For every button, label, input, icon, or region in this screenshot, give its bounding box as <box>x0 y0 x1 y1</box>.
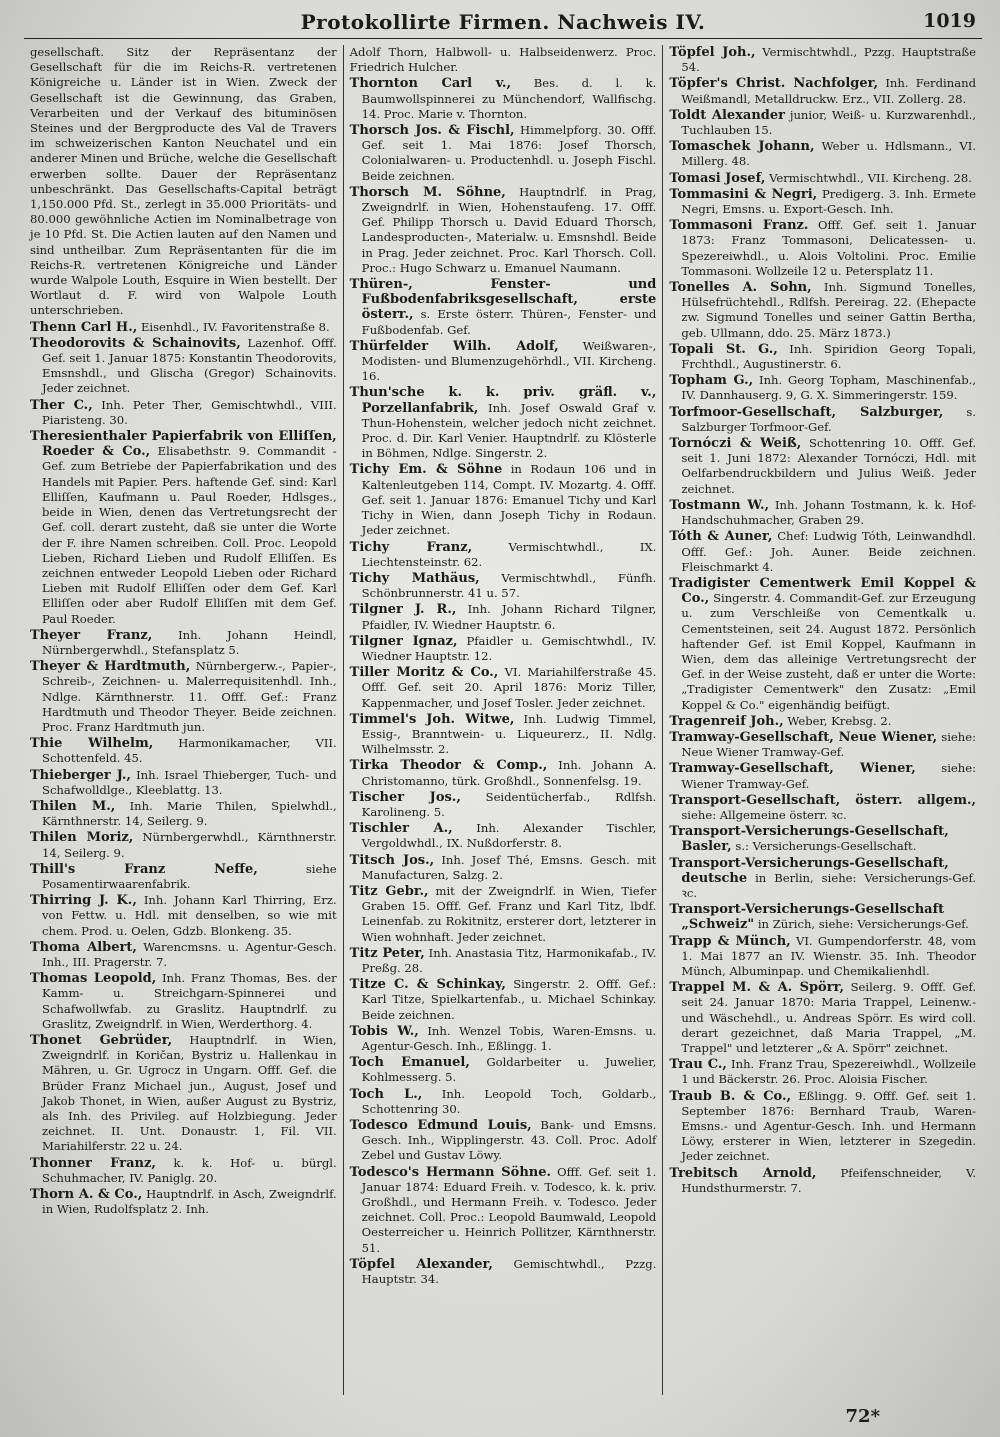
firm-details: in Berlin, siehe: Versicherungs-Gef. ꝛc. <box>681 870 977 900</box>
directory-entry <box>350 821 657 851</box>
firm-name: Transport-Versicherungs-Gesellschaft, deutsche <box>669 855 949 886</box>
firm-name: Tischer Jos., <box>349 789 461 805</box>
firm-details: Chef: Ludwig Tóth, Leinwandhdl. Offf. Gef.: Joh. Auner. Beide zeichnen. Fleischmarkt 4. <box>681 529 977 574</box>
firm-name: Tiller Moritz & Co., <box>349 665 499 681</box>
firm-details: Inh. Franz Thomas, Bes. der Kamm- u. Streichgarn-Spinnerei und Schafwollwfab. zu Graslitz. Hauptndrlf. zu Graslitz, Zweigndrlf. in Wien, Werderthorg. 4. <box>42 971 337 1031</box>
firm-name: Thorsch M. Söhne, <box>349 184 506 200</box>
firm-name: Thill's Franz Neffe, <box>30 861 258 877</box>
firm-details: Hauptndrlf. in Prag, Zweigndrlf. in Wien, Hohenstaufeng. 17. Offf. Gef. Philipp Thorsch u. David Eduard Thorsch, Landesproducten-, Materialw. u. Emsnshdl. Beide in Prag. Jeder zeichnet. Proc. Karl Thorsch. Coll. Proc.: Hugo Schwarz u. Emanuel Naumann. <box>361 184 657 275</box>
firm-details: Seidentücherfab., Rdlfsh. Karolineng. 5. <box>361 789 657 819</box>
firm-details: Inh. Georg Topham, Maschinenfab., IV. Dannhauserg. 9, G. X. Simmeringerstr. 159. <box>681 373 977 403</box>
firm-name: Tóth & Auner, <box>669 529 773 545</box>
firm-name: Theyer Franz, <box>30 627 153 643</box>
directory-entry <box>350 946 657 976</box>
firm-name: Tichy Franz, <box>349 539 473 555</box>
column-1 <box>24 45 343 1395</box>
firm-details: Inh. Peter Ther, Gemischtwhdl., VIII. Piaristeng. 30. <box>42 397 337 427</box>
firm-details: Inh. Johann Richard Tilgner, Pfaidler, IV. Wiedner Hauptstr. 6. <box>361 602 657 632</box>
firm-details: s.: Versicherungs-Gesellschaft. <box>735 839 917 854</box>
firm-name: Tradigister Cementwerk Emil Koppel & Co., <box>669 575 977 607</box>
firm-details: Vermischtwhdl., IX. Liechtensteinstr. 62. <box>361 539 657 569</box>
firm-details: Himmelpforg. 30. Offf. Gef. seit 1. Mai 1876: Josef Thorsch, Colonialwaren- u. Productenhdl. u. Joseph Fischl. Beide zeichnen. <box>361 123 657 183</box>
firm-details: Inh. Wenzel Tobis, Waren-Emsns. u. Agentur-Gesch. Inh., Eßlingg. 1. <box>361 1023 657 1053</box>
firm-name: Thun'sche k. k. priv. gräfl. v., Porzellanfabrik, <box>349 385 657 416</box>
directory-entry <box>669 45 976 75</box>
firm-details: Vermischtwhdl., Pzzg. Hauptstraße 54. <box>681 45 977 75</box>
firm-name: Trappel M. & A. Spörr, <box>669 980 845 996</box>
firm-details: Inh. Josef Thé, Emsns. Gesch. mit Manufacturen, Salzg. 2. <box>361 852 657 882</box>
firm-details: Singerstr. 2. Offf. Gef.: Karl Titze, Spielkartenfab., u. Michael Schinkay. Beide zeichnen. <box>361 977 657 1022</box>
directory-entry <box>30 320 337 335</box>
firm-details: mit der Zweigndrlf. in Wien, Tiefer Graben 15. Offf. Gef. Franz und Karl Titz, lbdf. Leinenfab. zu Rokitnitz, ersterer dort, letzterer in Wien wohnhaft. Jeder zeichnet. <box>361 883 657 944</box>
firm-name: Thomas Leopold, <box>30 971 157 987</box>
firm-name: Theyer & Hardtmuth, <box>30 659 191 675</box>
firm-name: Tilgner J. R., <box>349 602 457 618</box>
firm-details: Goldarbeiter u. Juwelier, Kohlmesserg. 5. <box>361 1055 657 1085</box>
directory-entry <box>350 1087 657 1117</box>
firm-details: Inh. Spiridion Georg Topali, Frchthdl., Augustinerstr. 6. <box>681 341 977 372</box>
directory-entry <box>669 498 976 528</box>
firm-details: Predigerg. 3. Inh. Ermete Negri, Emsns. u. Export-Gesch. Inh. <box>681 186 977 217</box>
firm-details: Gemischtwhdl., Pzzg. Hauptstr. 34. <box>361 1256 657 1287</box>
firm-name: Tramway-Gesellschaft, Neue Wiener, <box>669 729 938 745</box>
firm-details: Hauptndrlf. in Wien, Zweigndrlf. in Koričan, Bystriz u. Hallenkau in Mähren, u. Gr. Ugrocz in Ungarn. Offf. Gef. die Brüder Franz Michael jun., August, Josef und Jakob Thonet, in Wien, außer August zu Bystriz, als Inh. des Privileg. auf Holzbiegung. Jeder zeichnet. II. Unt. Donaustr. 1, Fil. VII. Mariahilferstr. 22 u. 24. <box>42 1033 337 1154</box>
firm-name: Toch Emanuel, <box>349 1055 470 1071</box>
directory-entry <box>350 540 657 570</box>
directory-entry <box>350 571 657 601</box>
directory-entry <box>350 1055 657 1085</box>
firm-name: Titz Gebr., <box>349 883 429 899</box>
firm-name: Tostmann W., <box>669 497 770 513</box>
directory-entry <box>350 1257 657 1287</box>
firm-details: Pfeifenschneider, V. Hundsthurmerstr. 7. <box>681 1165 977 1195</box>
continuation-text: Adolf Thorn, Halbwoll- u. Halbseidenwerz. Proc. Friedrich Hulcher. <box>349 45 657 75</box>
firm-details: Inh. Johann A. Christomanno, türk. Großhdl., Sonnenfelsg. 19. <box>361 758 657 788</box>
directory-entry <box>350 339 657 385</box>
continuation-text: gesellschaft. Sitz der Repräsentanz der Gesellschaft für die im Reichs-R. vertretenen Königreiche u. Länder ist in Wien. Zweck der Gesellschaft ist die Gewinnung, das Graben, Verarbeiten und der Verkauf des bituminösen Steines und der Bergproducte des Val de Travers im schweizerischen Kanton Neuchatel und ein anderer Minen und Brüche, welche die Gesellschaft erwerben sollte. Dauer der Repräsentanz unbeschränkt. Das Gesellschafts-Capital beträgt 1,150.000 Pfd. St., zerlegt in 35.000 Prioritäts- und 80.000 gewöhnliche Actien im Nominalbetrage von je 10 Pfd. St. Die Actien lauten auf den Namen und sind untheilbar. Zum Repräsentanten für die im Reichs-R. vertretenen Königreiche und Länder wurde Walpole Louth, Esquire in Wien bestellt. Der Wortlaut d. F. wird von Walpole Louth unterschrieben. <box>30 45 337 318</box>
firm-details: siehe: Wiener Tramway-Gef. <box>681 761 977 791</box>
directory-entry <box>669 714 976 729</box>
firm-details: Elisabethstr. 9. Commandit - Gef. zum Betriebe der Papierfabrikation und des Handels mit Papier. Pers. haftende Gef. sind: Karl Elliſſen, Kaufmann u. Paul Roeder, Hdlsges., beide in Wien, denen das Vertretungsrecht der Gef. coll. derart zusteht, daß sie unter die Worte der F. ihre Namen schreiben. Coll. Proc. Leopold Lieben, Richard Lieben und Rudolf Elliſſen. Es zeichnen entweder Leopold Lieben oder Richard Lieben mit Rudolf Elliſſen oder dem Gef. Karl Elliſſen oder aber Rudolf Elliſſen mit dem Gef. Paul Roeder. <box>42 444 337 626</box>
firm-details: Harmonikamacher, VII. Schottenfeld. 45. <box>42 736 337 766</box>
firm-details: Nürnbergerw.-, Papier-, Schreib-, Zeichnen- u. Malerrequisitenhdl. Inh., Ndlge. Kärnthnerstr. 11. Offf. Gef.: Franz Hardtmuth und Theodor Theyer. Beide zeichnen. Proc. Franz Hardtmuth jun. <box>42 659 337 734</box>
firm-details: Inh. Marie Thilen, Spielwhdl., Kärnthnerstr. 14, Seilerg. 9. <box>42 798 337 829</box>
directory-entry <box>350 602 657 632</box>
firm-name: Tichy Mathäus, <box>349 570 480 586</box>
directory-entry <box>30 659 337 735</box>
firm-name: Tonelles A. Sohn, <box>669 280 812 296</box>
directory-entry <box>350 884 657 945</box>
directory-entry <box>30 940 337 970</box>
firm-details: Warencmsns. u. Agentur-Gesch. Inh., III. Pragerstr. 7. <box>42 939 337 969</box>
firm-details: Inh. Ferdinand Weißmandl, Metalldruckw. Erz., VII. Zollerg. 28. <box>681 76 977 106</box>
directory-entry <box>350 1118 657 1164</box>
firm-details: VI. Mariahilferstraße 45. Offf. Gef. seit 20. April 1876: Moriz Tiller, Kappenmacher, und Josef Tosler. Jeder zeichnet. <box>361 665 657 710</box>
directory-entry <box>669 576 976 713</box>
firm-details: siehe Posamentirwaarenfabrik. <box>42 861 337 891</box>
firm-name: Trebitsch Arnold, <box>669 1165 817 1181</box>
firm-name: Titz Peter, <box>349 945 425 961</box>
firm-name: Theresienthaler Papierfabrik von Elliſſen, Roeder & Co., <box>30 429 337 460</box>
firm-name: Tischler A., <box>349 821 453 837</box>
firm-details: Inh. Anastasia Titz, Harmonikafab., IV. Preßg. 28. <box>361 945 657 975</box>
firm-details: Inh. Johann Karl Thirring, Erz. von Fettw. u. Hdl. mit denselben, so wie mit chem. Prod. u. Oelen, Gdzb. Blonkeng. 35. <box>42 893 337 938</box>
directory-entry <box>669 436 976 497</box>
directory-entry <box>669 902 976 932</box>
firm-name: Tobis W., <box>349 1023 419 1039</box>
firm-name: Tramway-Gesellschaft, Wiener, <box>669 761 916 777</box>
directory-entry <box>669 139 976 169</box>
firm-name: Thie Wilhelm, <box>30 736 154 752</box>
directory-entry <box>669 730 976 760</box>
firm-details: Seilerg. 9. Offf. Gef. seit 24. Januar 1870: Maria Trappel, Leinenw.- und Wäschehdl., u. Andreas Spörr. Es wird coll. derart gezeichnet, daß Maria Trappel, „M. Trappel" und letzterer „& A. Spörr" zeichnet. <box>681 980 977 1055</box>
directory-entry <box>350 977 657 1023</box>
firm-details: Inh. Alexander Tischler, Vergoldwhdl., IX. Nußdorferstr. 8. <box>361 821 657 851</box>
firm-details: Inh. Johann Tostmann, k. k. Hof-Handschuhmacher, Graben 29. <box>681 497 977 528</box>
directory-entry <box>669 1166 976 1196</box>
firm-name: Tornóczi & Weiß, <box>669 436 802 452</box>
firm-details: in Rodaun 106 und in Kaltenleutgeben 114, Compt. IV. Mozartg. 4. Offf. Gef. seit 1. Januar 1876: Emanuel Tichy und Karl Tichy in Wien, dann Joseph Tichy in Rodaun. Jeder zeichnet. <box>361 462 657 538</box>
firm-name: Theodorovits & Schainovits, <box>30 335 241 351</box>
directory-entry <box>350 1024 657 1054</box>
firm-name: Transport-Versicherungs-Gesellschaft, Basler, <box>669 824 949 855</box>
signature-mark: 72* <box>845 1406 880 1427</box>
directory-entry <box>350 634 657 664</box>
firm-name: Tichy Em. & Söhne <box>349 462 503 478</box>
firm-details: Inh. Ludwig Timmel, Essig-, Branntwein- u. Liqueurerz., II. Ndlg. Wilhelmsstr. 2. <box>361 711 657 757</box>
firm-name: Tragenreif Joh., <box>669 713 784 729</box>
firm-name: Thorsch Jos. & Fischl, <box>349 123 515 139</box>
directory-entry <box>669 218 976 279</box>
columns <box>24 45 982 1395</box>
firm-name: Toch L., <box>349 1086 423 1102</box>
directory-entry <box>30 336 337 397</box>
directory-entry <box>669 108 976 138</box>
directory-entry <box>669 187 976 217</box>
directory-entry <box>350 277 657 338</box>
firm-name: Todesco Edmund Louis, <box>349 1118 532 1134</box>
firm-details: junior, Weiß- u. Kurzwarenhdl., Tuchlauben 15. <box>681 107 977 138</box>
directory-entry <box>669 529 976 575</box>
column-2 <box>343 45 663 1395</box>
firm-details: Inh. Josef Oswald Graf v. Thun-Hohenstein, welcher jedoch nicht zeichnet. Proc. d. Dir. Karl Venier. Hauptndrlf. zu Klösterle in Böhmen, Ndlge. Singerstr. 2. <box>361 400 657 461</box>
firm-details: Inh. Johann Heindl, Nürnbergerwhdl., Stefansplatz 5. <box>42 627 337 657</box>
firm-details: Inh. Leopold Toch, Goldarb., Schottenring 30. <box>361 1086 657 1116</box>
firm-details: siehe: Neue Wiener Tramway-Gef. <box>681 729 977 760</box>
firm-details: Offf. Gef. seit 1. Januar 1873: Franz Tommasoni, Delicatessen- u. Spezereiwhdl., u. Alois Voltolini. Proc. Emilie Tommasoni. Wollzeile 12 u. Petersplatz 11. <box>681 218 977 278</box>
directory-entry <box>350 790 657 820</box>
directory-entry <box>30 1187 337 1217</box>
directory-entry <box>350 853 657 883</box>
firm-details: Hauptndrlf. in Asch, Zweigndrlf. in Wien, Rudolfsplatz 2. Inh. <box>42 1187 337 1217</box>
directory-entry <box>350 462 657 538</box>
firm-name: Ther C., <box>30 397 93 413</box>
firm-name: Transport-Versicherungs-Gesellschaft „Schweiz" <box>669 902 945 933</box>
directory-entry <box>669 342 976 372</box>
firm-details: Pfaidler u. Gemischtwhdl., IV. Wiedner Hauptstr. 12. <box>361 633 657 663</box>
page-number: 1019 <box>923 10 976 32</box>
directory-entry <box>30 862 337 892</box>
firm-name: Tommasoni Franz. <box>669 218 809 234</box>
firm-details: Eßlingg. 9. Offf. Gef. seit 1. September 1876: Bernhard Traub, Waren-Emsns.- und Agentur-Gesch. Inh. und Hermann Löwy, ersterer in Wien, letzterer in Szegedin. Jeder zeichnet. <box>681 1088 977 1164</box>
firm-name: Thüren-, Fenster- und Fußbodenfabriksgesellschaft, erste österr., <box>349 277 657 323</box>
directory-entry <box>30 799 337 829</box>
directory-entry <box>669 980 976 1056</box>
directory-entry <box>30 1156 337 1186</box>
firm-details: Inh. Israel Thieberger, Tuch- und Schafwolldlge., Kleeblattg. 13. <box>42 767 337 797</box>
firm-name: Toldt Alexander <box>669 107 786 123</box>
firm-details: s. Salzburger Torfmoor-Gef. <box>681 404 977 434</box>
firm-details: Nürnbergerwhdl., Kärnthnerstr. 14, Seilerg. 9. <box>42 830 337 860</box>
firm-name: Timmel's Joh. Witwe, <box>349 711 515 727</box>
firm-name: Topham G., <box>669 373 754 389</box>
firm-details: Lazenhof. Offf. Gef. seit 1. Januar 1875: Konstantin Theodorovits, Emsnshdl., und Glischa (Gregor) Schainovits. Jeder zeichnet. <box>42 335 337 396</box>
directory-entry <box>30 628 337 658</box>
directory-entry <box>669 856 976 902</box>
firm-name: Topali St. G., <box>669 341 778 357</box>
firm-details: Bes. d. l. k. Baumwollspinnerei zu Münchendorf, Wallfischg. 14. Proc. Marie v. Thornton. <box>361 76 657 121</box>
directory-entry <box>350 76 657 122</box>
directory-entry <box>30 1033 337 1155</box>
directory-entry <box>350 665 657 711</box>
firm-details: Weber, Krebsg. 2. <box>787 713 892 728</box>
column-3 <box>662 45 982 1395</box>
directory-entry <box>669 171 976 186</box>
firm-name: Titze C. & Schinkay, <box>349 977 506 993</box>
directory-entry <box>30 971 337 1032</box>
firm-name: Töpfer's Christ. Nachfolger, <box>669 76 879 92</box>
firm-details: Inh. Sigmund Tonelles, Hülsefrüchtehdl., Rdlfsh. Pereirag. 22. (Ehepacte zw. Sigmund Tonelles und seiner Gattin Bertha, geb. Ullmann, ddo. 25. März 1873.) <box>681 280 977 340</box>
directory-entry <box>669 761 976 791</box>
directory-entry <box>30 893 337 939</box>
directory-entry <box>669 934 976 980</box>
directory-entry <box>30 398 337 428</box>
directory-entry <box>30 830 337 860</box>
firm-name: Tomaschek Johann, <box>669 139 815 155</box>
firm-name: Traub B. & Co., <box>669 1088 792 1104</box>
running-header <box>24 8 982 39</box>
firm-details: Singerstr. 4. Commandit-Gef. zur Erzeugung u. zum Verschleiße von Cementkalk u. Cementsteinen, seit 24. August 1872. Persönlich haftender Gef. ist Emil Koppel, Kaufmann in Wien, dem das alleinige Vertretungsrecht der Gef. in der Weise zusteht, daß er unter die Worte: „Tradigister Cementwerk" den Zusatz: „Emil Koppel & Co." eigenhändig beifügt. <box>681 591 977 712</box>
directory-entry <box>669 793 976 823</box>
directory-entry <box>30 429 337 627</box>
firm-details: Weber u. Hdlsmann., VI. Millerg. 48. <box>681 139 977 169</box>
directory-entry <box>30 736 337 766</box>
firm-name: Thürfelder Wilh. Adolf, <box>349 338 559 354</box>
directory-entry <box>669 405 976 435</box>
firm-name: Thilen Moriz, <box>30 830 134 846</box>
firm-details: Inh. Franz Trau, Spezereiwhdl., Wollzeile 1 und Bäckerstr. 26. Proc. Aloisia Fischer. <box>681 1057 977 1087</box>
firm-name: Tirka Theodor & Comp., <box>349 758 548 774</box>
firm-details: Schottenring 10. Offf. Gef. seit 1. Juni 1872: Alexander Tornóczi, Hdl. mit Oelfarbendruckbildern und Julius Weiß. Jeder zeichnet. <box>681 436 977 496</box>
directory-entry <box>669 76 976 106</box>
firm-name: Thilen M., <box>30 798 116 814</box>
firm-name: Thorn A. & Co., <box>30 1187 143 1203</box>
firm-details: s. Erste österr. Thüren-, Fenster- und Fußbodenfab. Gef. <box>361 307 657 337</box>
directory-entry <box>669 1089 976 1165</box>
firm-details: Eisenhdl., IV. Favoritenstraße 8. <box>140 319 330 334</box>
firm-details: Vermischtwhdl., VII. Kircheng. 28. <box>769 170 972 185</box>
firm-name: Thoma Albert, <box>30 939 137 955</box>
firm-name: Thieberger J., <box>30 767 131 783</box>
firm-name: Thonner Franz, <box>30 1155 156 1171</box>
directory-entry <box>350 712 657 758</box>
firm-name: Thenn Carl H., <box>30 319 138 335</box>
firm-name: Thornton Carl v., <box>349 76 511 92</box>
directory-entry <box>350 123 657 184</box>
firm-name: Thonet Gebrüder, <box>30 1033 173 1048</box>
directory-entry <box>30 768 337 798</box>
directory-entry <box>669 824 976 854</box>
firm-name: Tomasi Josef, <box>669 170 766 186</box>
firm-name: Todesco's Hermann Söhne. <box>349 1164 552 1180</box>
firm-details: Bank- und Emsns. Gesch. Inh., Wipplingerstr. 43. Coll. Proc. Adolf Zebel und Gustav Löwy. <box>361 1118 657 1163</box>
firm-name: Tilgner Ignaz, <box>349 633 458 649</box>
firm-details: Weißwaren-, Modisten- und Blumenzugehörhdl., VII. Kircheng. 16. <box>361 338 657 384</box>
firm-details: Offf. Gef. seit 1. Januar 1874: Eduard Freih. v. Todesco, k. k. priv. Großhdl., und Hermann Freih. v. Todesco. Jeder zeichnet. Coll. Proc.: Leopold Baumwald, Leopold Oesterreicher u. Heinrich Pollitzer, Kärnthnerstr. 51. <box>361 1164 657 1255</box>
firm-name: Thirring J. K., <box>30 893 137 909</box>
firm-details: siehe: Allgemeine österr. ꝛc. <box>681 807 847 822</box>
directory-entry <box>350 1165 657 1256</box>
directory-entry <box>669 280 976 341</box>
firm-details: Vermischtwhdl., Fünfh. Schönbrunnerstr. 41 u. 57. <box>361 570 657 601</box>
directory-entry <box>669 373 976 403</box>
page-title: Protokollirte Firmen. Nachweis IV. <box>300 10 706 34</box>
directory-entry <box>350 185 657 276</box>
firm-name: Transport-Gesellschaft, österr. allgem., <box>669 792 977 808</box>
firm-name: Töpfel Joh., <box>669 45 756 60</box>
directory-entry <box>350 758 657 788</box>
firm-name: Torfmoor-Gesellschaft, Salzburger, <box>669 404 944 420</box>
directory-entry <box>350 385 657 461</box>
firm-name: Trau C., <box>669 1057 727 1073</box>
firm-name: Titsch Jos., <box>349 852 435 868</box>
directory-entry <box>669 1057 976 1087</box>
firm-details: in Zürich, siehe: Versicherungs-Gef. <box>757 917 969 932</box>
firm-name: Töpfel Alexander, <box>349 1256 493 1272</box>
firm-name: Tommasini & Negri, <box>669 186 818 202</box>
firm-details: k. k. Hof- u. bürgl. Schuhmacher, IV. Paniglg. 20. <box>42 1155 337 1185</box>
firm-details: VI. Gumpendorferstr. 48, vom 1. Mai 1877 an IV. Wienstr. 35. Inh. Theodor Münch, Albuminpap. und Chemikalienhdl. <box>681 933 977 978</box>
firm-name: Trapp & Münch, <box>669 933 791 949</box>
